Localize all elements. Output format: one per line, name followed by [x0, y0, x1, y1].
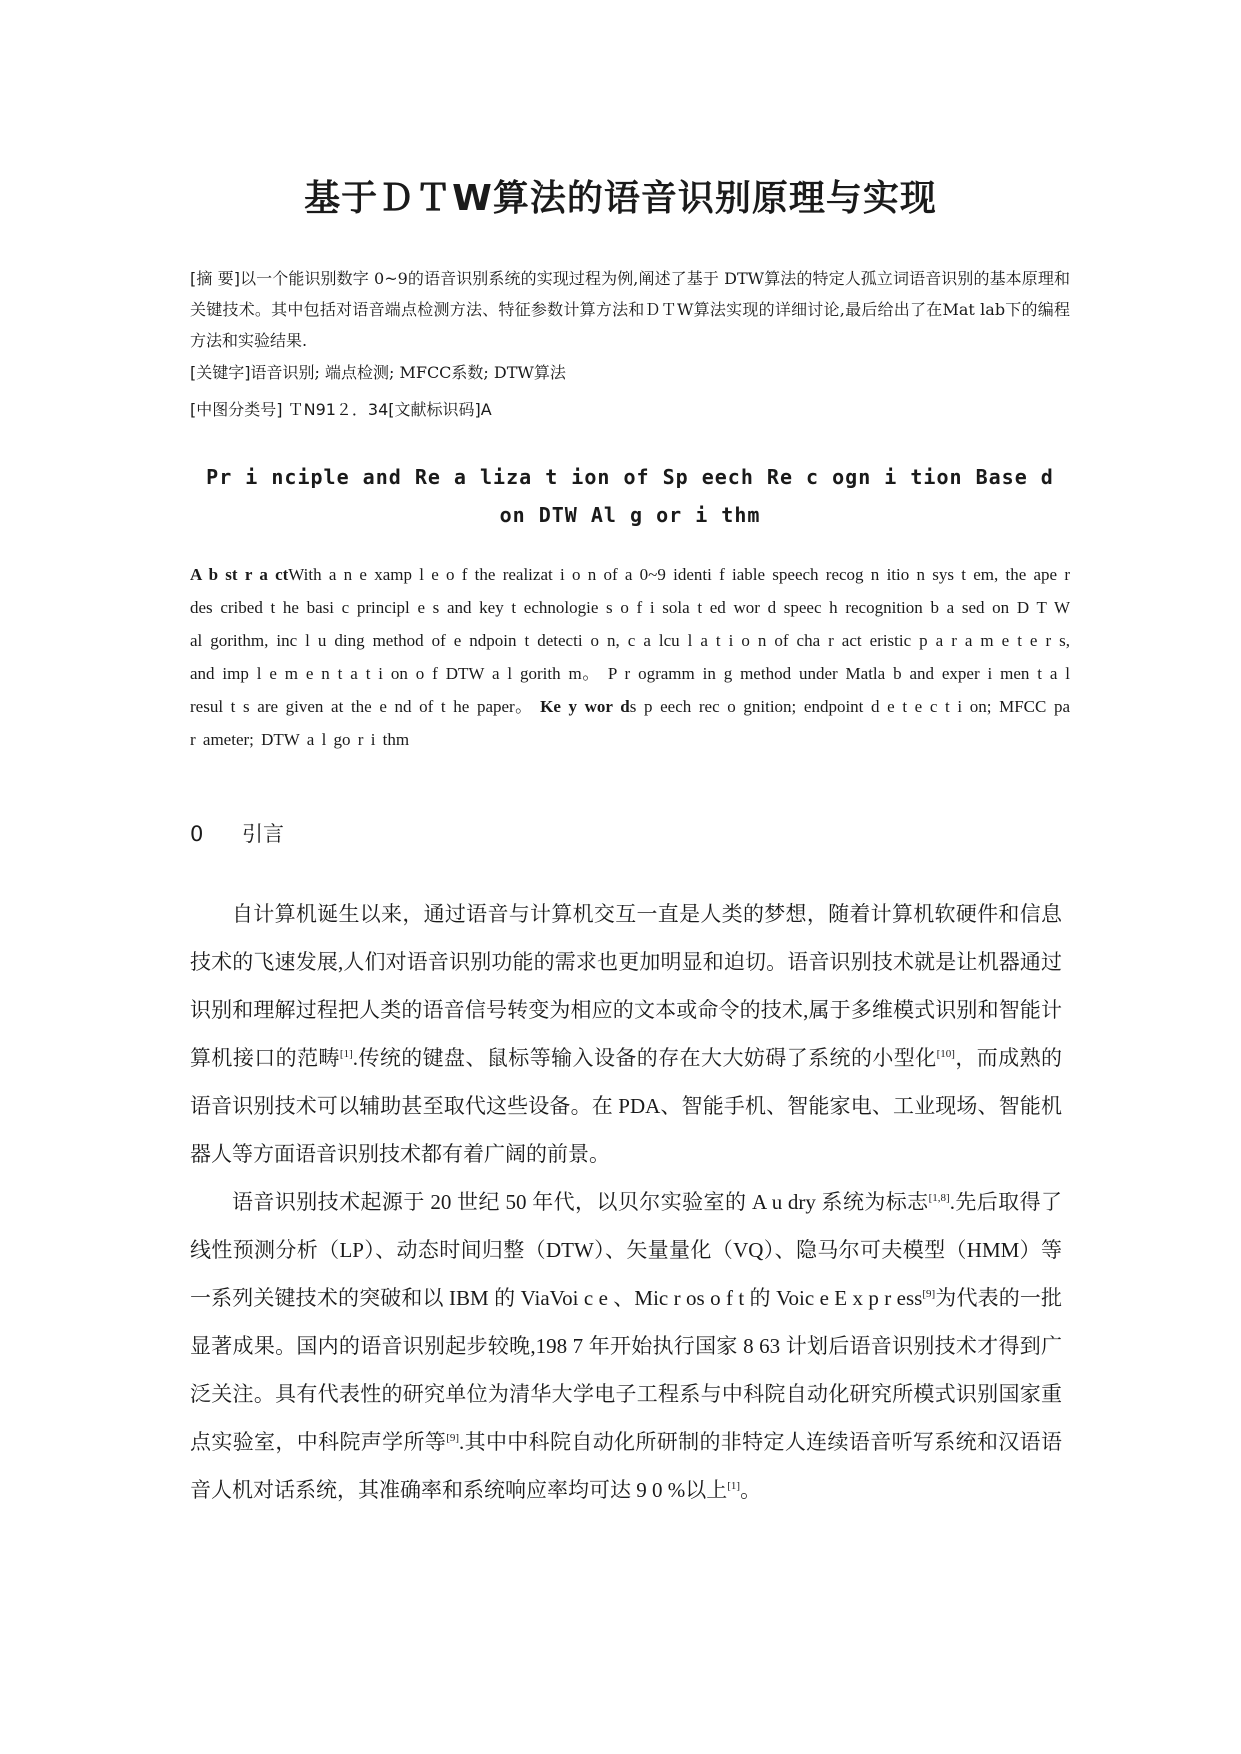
keywords-text: 语音识别; 端点检测; MFCC系数; DTW算法 — [250, 363, 566, 382]
doc-code-label: [文献标识码] — [388, 400, 481, 419]
paragraph-text: 语音识别技术起源于 20 世纪 50 年代，以贝尔实验室的 A u dry 系统为标志 — [232, 1190, 929, 1214]
paragraph — [190, 1178, 1062, 1514]
citation: [1,8] — [928, 1192, 950, 1204]
paragraph-text: .先后取得了线性预测分析（LP）、动态时间归整（DTW）、矢量量化（VQ）、隐马尔可夫模型（HMM）等一系列关键技术的突破和以 IBM 的 ViaVoi c e 、Mic r os o f t 的 Voic e E x p r ess — [190, 1190, 1063, 1310]
paper-title: 基于ＤＴW算法的语音识别原理与实现 — [304, 178, 937, 219]
english-abstract-text: With a n e xamp l e o f the realizat i o n of a 0~9 identi f iable speech recog n itio n sys t em, the ape r des cribed t he basi c principl e s and key t echnologie s o f i sola t ed wor d speec h recognition b a sed on D T W al gorithm, inc l u ding method of e ndpoin t detecti o n, c a lcu l a t i o n of cha r act eristic p a r a m e t e r s, and imp l e m e n t a t i on o f DTW a l gorith m。 P r ogramm in g method under Matla b and exper i men t a l resul t s are given at the e nd of t he paper。 — [190, 565, 1071, 716]
english-abstract — [190, 558, 1070, 756]
clc-value: ＴN91２．34 — [287, 400, 389, 419]
citation: [9] — [922, 1288, 936, 1300]
clc-label: [中图分类号] — [190, 400, 283, 419]
paragraph — [190, 890, 1062, 1178]
english-title: Pr i nciple and Re a liza t ion of Sp eech Re c ogn i tion Base d on DTW Al g or i thm — [206, 465, 1054, 527]
citation: [1] — [339, 1048, 353, 1060]
section-title: 引言 — [242, 822, 284, 846]
abstract-label: [摘 要] — [190, 269, 240, 288]
body-text — [190, 890, 1062, 1514]
citation: [1] — [727, 1480, 741, 1492]
section-heading — [190, 818, 284, 848]
paragraph-text: 。 — [740, 1478, 762, 1502]
paragraph-text: .传统的键盘、鼠标等输入设备的存在大大妨碍了系统的小型化 — [352, 1046, 937, 1070]
paragraph-text: 自计算机诞生以来，通过语音与计算机交互一直是人类的梦想，随着计算机软硬件和信息技术的飞速发展,人们对语音识别功能的需求也更加明显和迫切。语音识别技术就是让机器通过识别和理解过程把人类的语音信号转变为相应的文本或命令的技术,属于多维模式识别和智能计算机接口的范畴 — [190, 902, 1062, 1070]
paragraph-text: 为代表的一批显著成果。国内的语音识别起步较晚,198 7 年开始执行国家 8 63 计划后语音识别技术才得到广泛关注。具有代表性的研究单位为清华大学电子工程系与中科院自动化研究所模式识别国家重点实验室，中科院声学所等 — [190, 1286, 1062, 1454]
chinese-keywords — [190, 357, 1070, 388]
citation: [9] — [446, 1432, 460, 1444]
paragraph-text: ，而成熟的语音识别技术可以辅助甚至取代这些设备。在 PDA、智能手机、智能家电、工业现场、智能机器人等方面语音识别技术都有着广阔的前景。 — [190, 1046, 1063, 1166]
paragraph-text: .其中中科院自动化所研制的非特定人连续语音听写系统和汉语语音人机对话系统，其准确率和系统响应率均可达 9 0 %以上 — [190, 1430, 1063, 1502]
english-keywords-label: Ke y wor d — [540, 697, 630, 716]
doc-code-value: A — [480, 400, 492, 419]
abstract-text: 以一个能识别数字 0~9的语音识别系统的实现过程为例,阐述了基于 DTW算法的特定人孤立词语音识别的基本原理和关键技术。其中包括对语音端点检测方法、特征参数计算方法和ＤＴW算法实现的详细讨论,最后给出了在Mat lab下的编程方法和实验结果. — [190, 269, 1070, 350]
english-keywords-text: s p eech rec o gnition; endpoint d e t e c t i on; MFCC pa r ameter; DTW a l go r i thm — [190, 697, 1070, 749]
citation: [10] — [936, 1048, 955, 1060]
section-number: 0 — [190, 822, 204, 846]
english-abstract-label: A b st r a ct — [190, 565, 289, 584]
classification-line — [190, 394, 1070, 425]
chinese-abstract — [190, 263, 1070, 356]
keywords-label: [关键字] — [190, 363, 251, 382]
